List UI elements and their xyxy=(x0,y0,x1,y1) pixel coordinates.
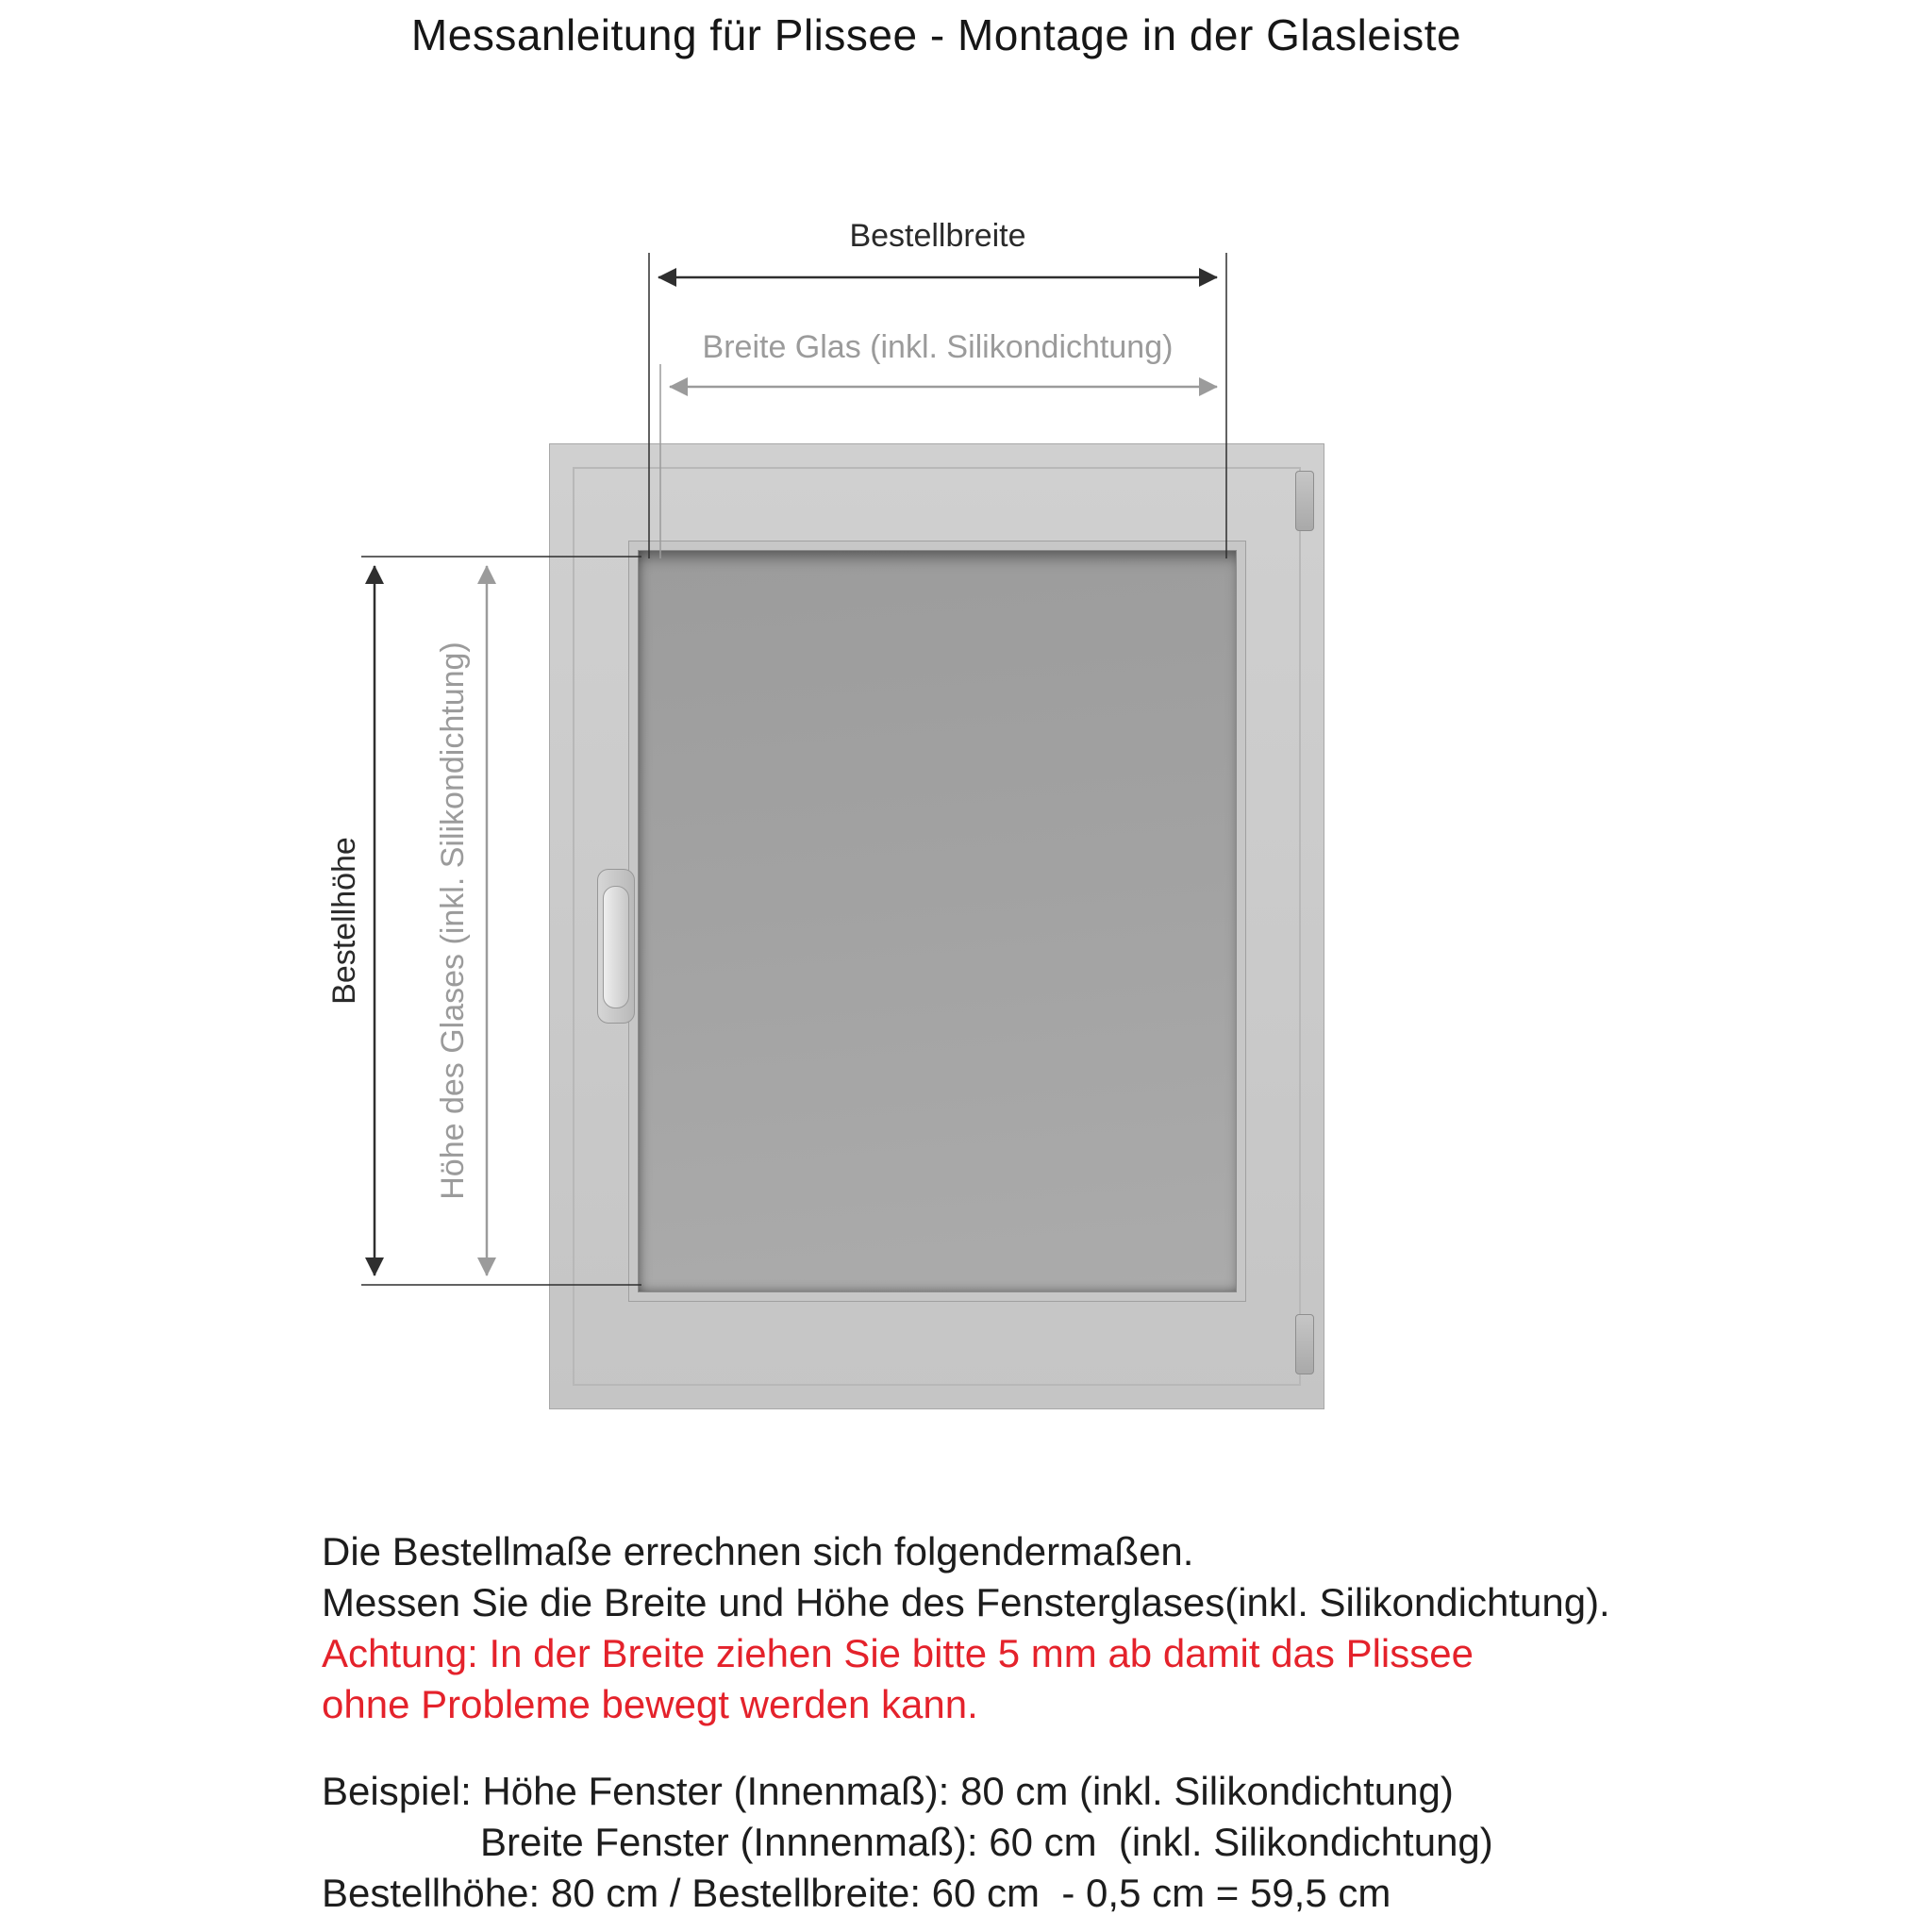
example-line-3: Bestellhöhe: 80 cm / Bestellbreite: 60 cm - 0,5 cm = 59,5 cm xyxy=(322,1871,1391,1915)
instructions-block xyxy=(322,1526,1888,1919)
window-glass-pane xyxy=(638,550,1237,1292)
window-hinge-top xyxy=(1295,471,1314,531)
page-title: Messanleitung für Plissee - Montage in der Glasleiste xyxy=(410,10,1462,59)
warning-line-2: ohne Probleme bewegt werden kann. xyxy=(322,1682,978,1726)
example-block xyxy=(322,1766,1888,1919)
window-handle-grip xyxy=(603,886,629,1008)
warning-line-1: Achtung: In der Breite ziehen Sie bitte 5 mm ab damit das Plissee xyxy=(322,1631,1474,1675)
instruction-line-2: Messen Sie die Breite und Höhe des Fensterglases(inkl. Silikondichtung). xyxy=(322,1580,1610,1624)
window-frame xyxy=(549,443,1324,1409)
label-glass-height: Höhe des Glases (inkl. Silikondichtung) xyxy=(434,641,471,1200)
label-glass-width: Breite Glas (inkl. Silikondichtung) xyxy=(702,328,1174,365)
window-hinge-bottom xyxy=(1295,1314,1314,1374)
label-order-height: Bestellhöhe xyxy=(325,837,362,1005)
instruction-line-1: Die Bestellmaße errechnen sich folgendermaßen. xyxy=(322,1529,1194,1574)
example-line-1: Beispiel: Höhe Fenster (Innenmaß): 80 cm (inkl. Silikondichtung) xyxy=(322,1769,1454,1813)
example-line-2: Breite Fenster (Innnenmaß): 60 cm (inkl. Silikondichtung) xyxy=(480,1820,1493,1864)
label-order-width: Bestellbreite xyxy=(849,217,1026,254)
